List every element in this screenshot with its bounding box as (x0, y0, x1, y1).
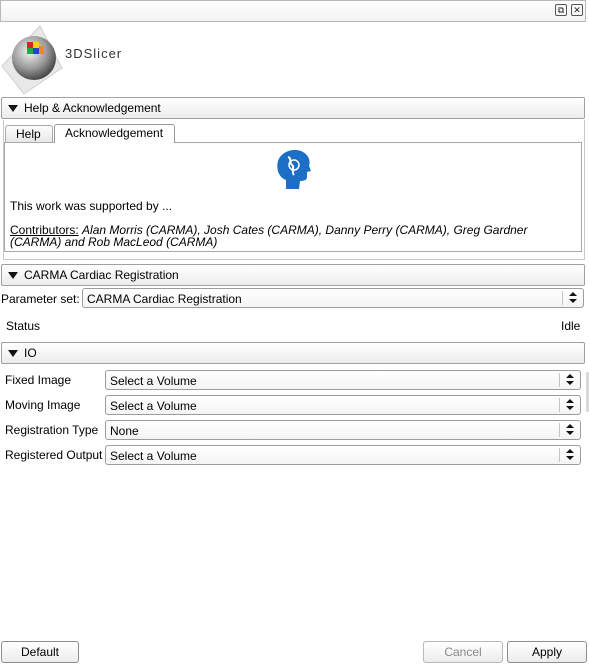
combo-separator (559, 398, 560, 412)
tab-acknowledgement[interactable]: Acknowledgement (54, 124, 175, 143)
registered-output-value: Select a Volume (110, 449, 197, 463)
support-text: This work was supported by ... (10, 199, 173, 213)
registration-type-select[interactable] (105, 420, 581, 440)
collapse-triangle-icon (8, 272, 18, 279)
up-down-arrows-icon (566, 374, 574, 386)
moving-image-label: Moving Image (5, 398, 81, 412)
tab-help[interactable]: Help (5, 125, 53, 143)
collapse-triangle-icon (8, 350, 18, 357)
parameter-set-select[interactable] (82, 288, 584, 308)
combo-separator (562, 291, 563, 305)
combo-separator (559, 448, 560, 462)
section-title: Help & Acknowledgement (24, 101, 161, 115)
contributors-names: Alan Morris (CARMA), Josh Cates (CARMA), Danny Perry (CARMA), Greg Gardner (82, 223, 528, 237)
contributors-names-continued: (CARMA) and Rob MacLeod (CARMA) (10, 235, 218, 249)
cancel-button[interactable]: Cancel (423, 641, 503, 663)
registration-type-value: None (110, 424, 139, 438)
app-name-label: 3DSlicer (65, 46, 123, 61)
status-label: Status (6, 319, 41, 333)
section-title: CARMA Cardiac Registration (24, 268, 179, 282)
apply-button[interactable]: Apply (507, 641, 587, 663)
moving-image-select[interactable] (105, 395, 581, 415)
nih-logo (274, 148, 312, 190)
parameter-set-label: Parameter set: (1, 292, 80, 306)
nih-head-icon (274, 148, 312, 190)
combo-separator (559, 423, 560, 437)
registered-output-select[interactable] (105, 445, 581, 465)
fixed-image-value: Select a Volume (110, 374, 197, 388)
parameter-set-value: CARMA Cardiac Registration (87, 292, 242, 306)
contributors-label: Contributors: (10, 223, 79, 237)
io-section-header[interactable] (1, 342, 585, 364)
up-down-arrows-icon (566, 424, 574, 436)
status-value: Idle (561, 319, 581, 333)
up-down-arrows-icon (566, 449, 574, 461)
up-down-arrows-icon (569, 292, 577, 304)
registration-type-label: Registration Type (5, 423, 99, 437)
default-button[interactable]: Default (1, 641, 79, 663)
window-title-bar (0, 0, 586, 22)
combo-separator (559, 373, 560, 387)
fixed-image-select[interactable] (105, 370, 581, 390)
registered-output-label: Registered Output (5, 448, 103, 462)
up-down-arrows-icon (566, 399, 574, 411)
moving-image-value: Select a Volume (110, 399, 197, 413)
fixed-image-label: Fixed Image (5, 373, 72, 387)
collapse-triangle-icon (8, 105, 18, 112)
section-title: IO (24, 346, 37, 360)
carma-registration-section-header[interactable] (1, 264, 585, 286)
float-window-button[interactable]: ⧉ (555, 4, 567, 16)
close-window-button[interactable]: ✕ (571, 4, 583, 16)
help-acknowledgement-section-header[interactable] (1, 97, 585, 119)
